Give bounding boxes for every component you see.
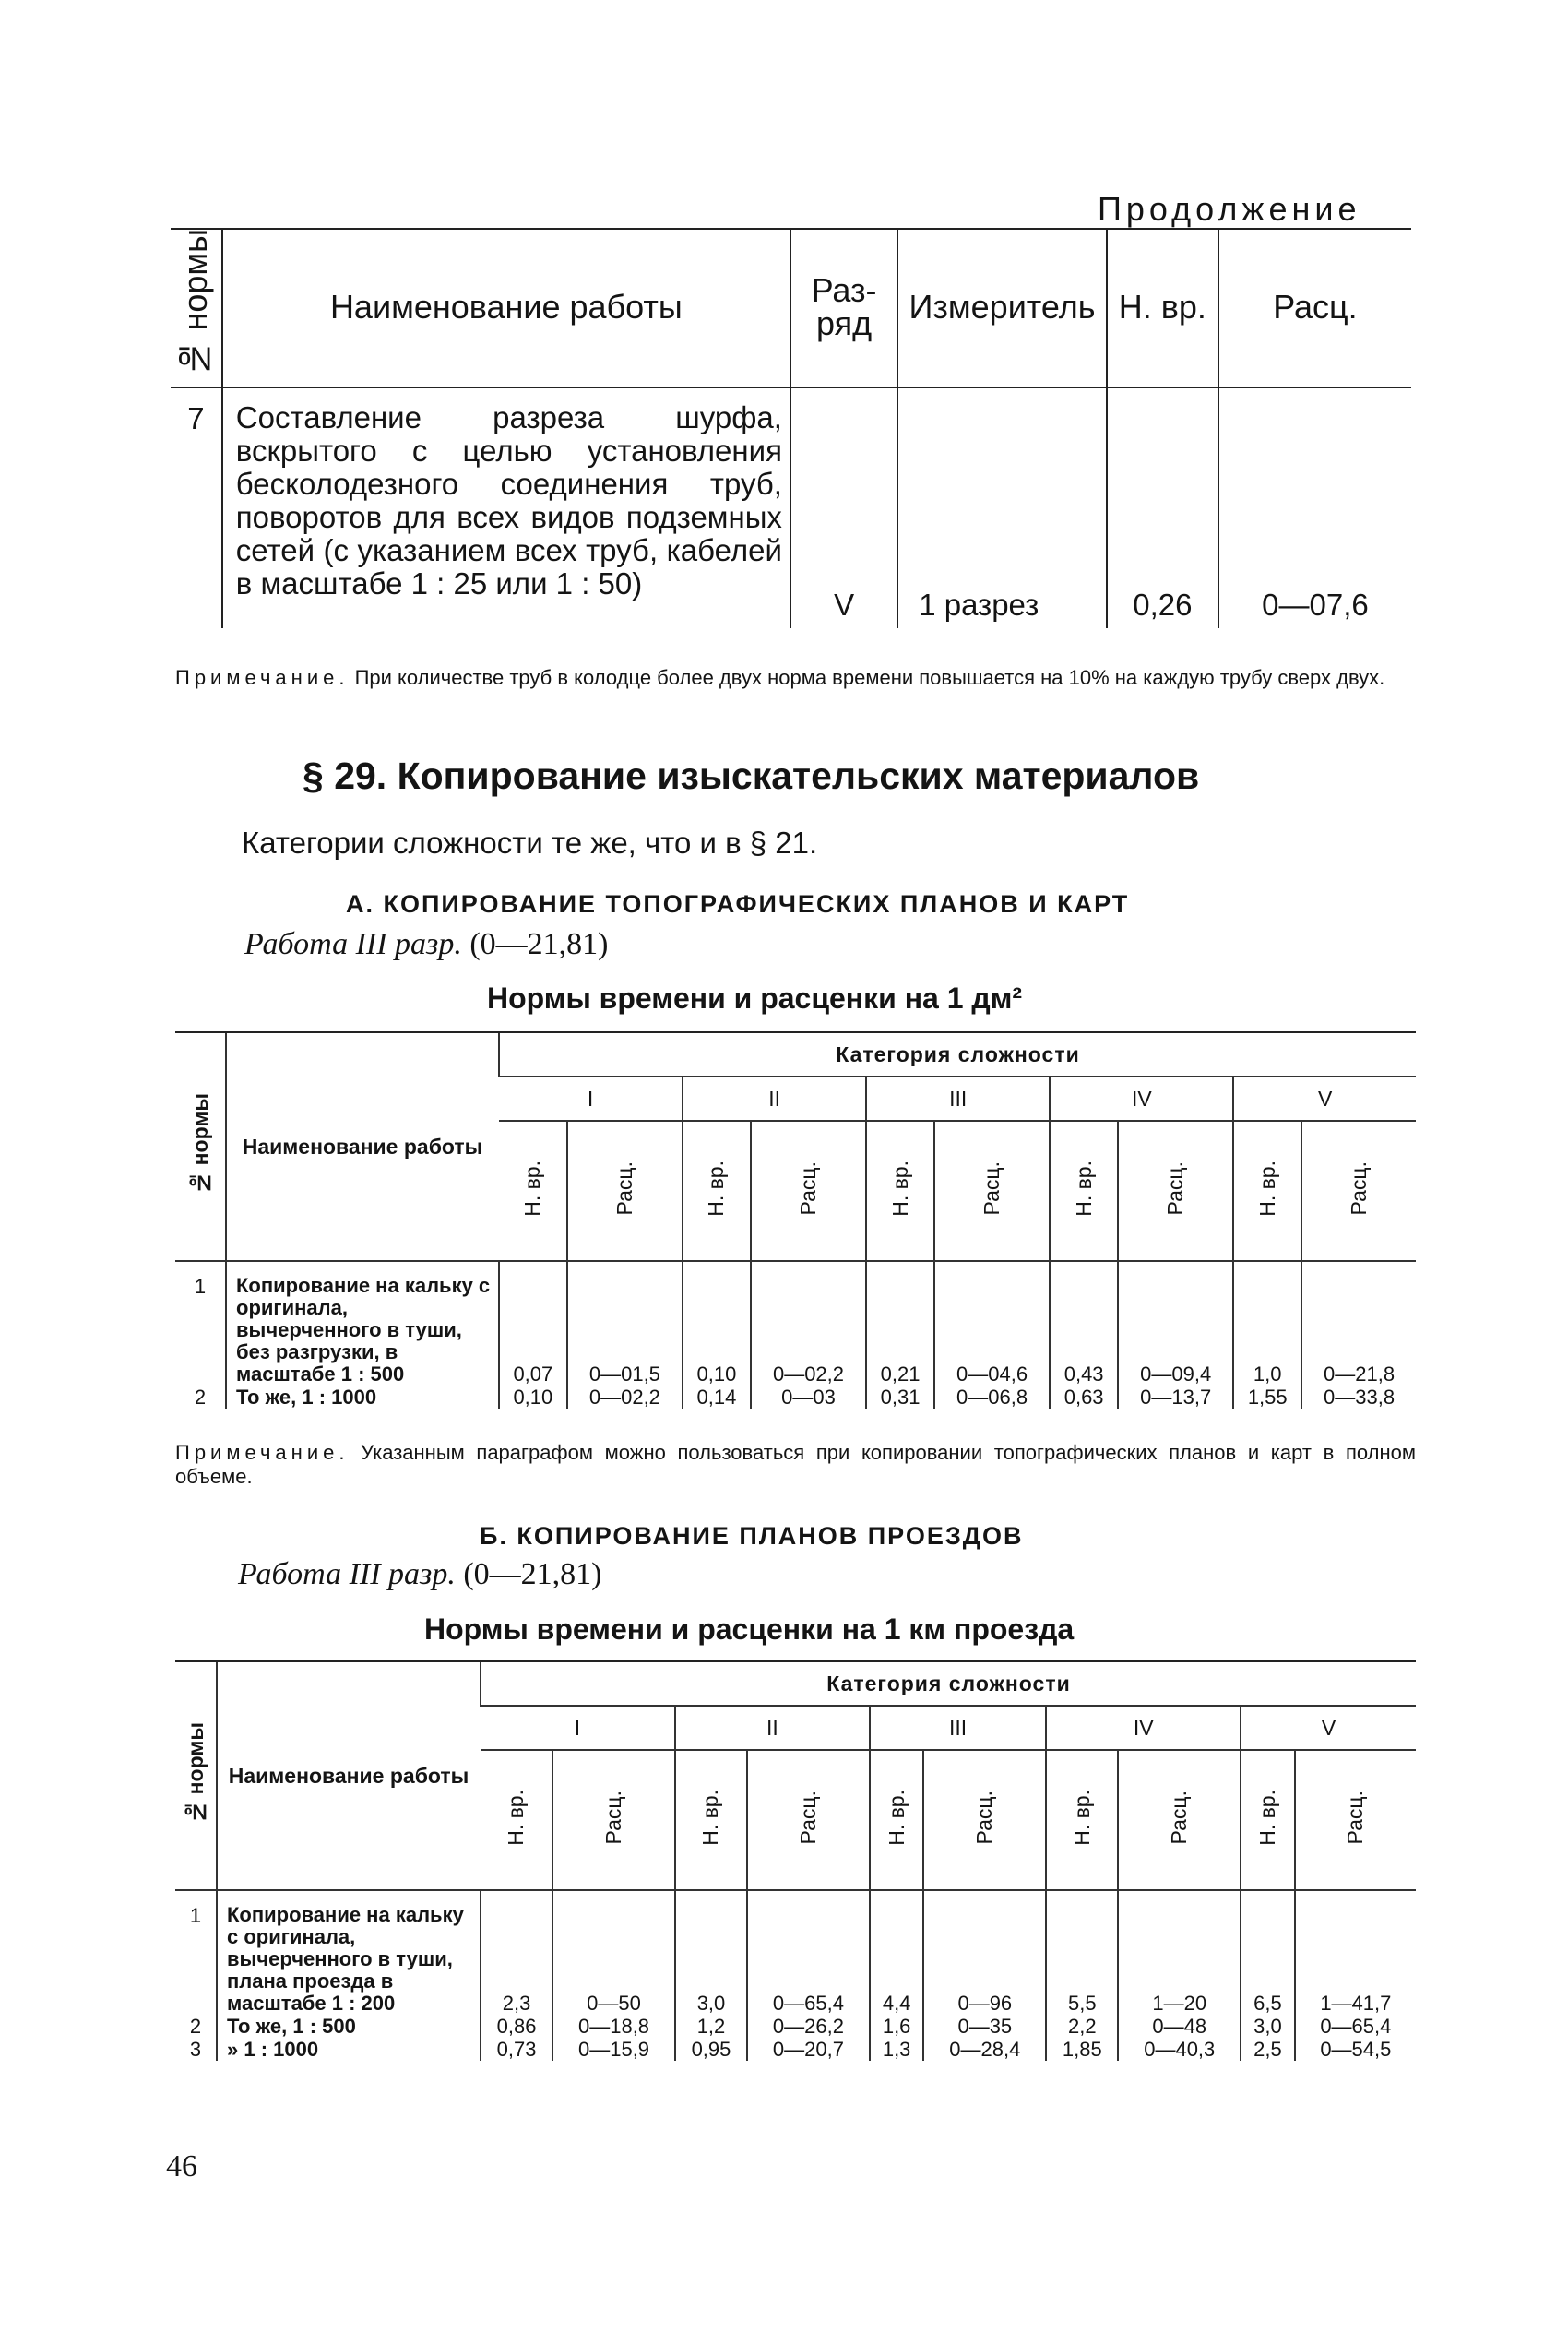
time-value: 1,3 xyxy=(870,2038,924,2061)
row-name: Копирование на кальку с оригинала, вычерченного в туши, плана проезда в масштабе 1 : 200 xyxy=(217,1890,481,2015)
part-a-work: Работа III разр. (0—21,81) xyxy=(244,927,609,961)
category-5: V xyxy=(1233,1077,1416,1121)
rate-value: 0—65,4 xyxy=(747,1890,870,2015)
part-b-table-title: Нормы времени и расценки на 1 км проезда xyxy=(424,1612,1075,1646)
category-5: V xyxy=(1241,1706,1416,1750)
rate-value: 0—33,8 xyxy=(1301,1386,1416,1409)
rate-value: 0—96 xyxy=(923,1890,1046,2015)
rate-value: 0—20,7 xyxy=(747,2038,870,2061)
rate-value: 0—13,7 xyxy=(1118,1386,1233,1409)
continuation-label: Продолжение xyxy=(1098,190,1361,228)
rate-value: 0—04,6 xyxy=(934,1261,1050,1386)
row-name: То же, 1 : 500 xyxy=(217,2015,481,2038)
time-value: 3,0 xyxy=(675,1890,747,2015)
category-4: IV xyxy=(1050,1077,1233,1121)
rate-value: 0—06,8 xyxy=(934,1386,1050,1409)
sub-header-rate: Расц. xyxy=(1301,1121,1416,1261)
time-value: 0,14 xyxy=(683,1386,751,1409)
time-value: 4,4 xyxy=(870,1890,924,2015)
category-header: Категория сложности xyxy=(499,1033,1416,1077)
time-value: 0,10 xyxy=(499,1386,567,1409)
sub-header-rate: Расц. xyxy=(747,1750,870,1890)
col-time: Н. вр. xyxy=(1107,229,1218,387)
row-number: 2 xyxy=(189,2015,202,2038)
category-2: II xyxy=(683,1077,866,1121)
col-name: Наименование работы xyxy=(222,229,790,387)
time-value: 1,6 xyxy=(870,2015,924,2038)
work-table xyxy=(171,229,1411,628)
sub-header-time: Н. вр. xyxy=(1241,1750,1295,1890)
rate-value: 0—40,3 xyxy=(1118,2038,1241,2061)
time-value: 0,21 xyxy=(866,1261,934,1386)
rate-value: 0—09,4 xyxy=(1118,1261,1233,1386)
row-number: 1 xyxy=(189,1904,202,1927)
rate-value: 1—41,7 xyxy=(1295,1890,1416,2015)
col-name: Наименование работы xyxy=(217,1662,481,1890)
part-b-heading: Б. КОПИРОВАНИЕ ПЛАНОВ ПРОЕЗДОВ xyxy=(480,1522,1024,1550)
time-value: 0,86 xyxy=(481,2015,552,2038)
sub-header-rate: Расц. xyxy=(934,1121,1050,1261)
sub-header-rate: Расц. xyxy=(1295,1750,1416,1890)
time-value: 3,0 xyxy=(1241,2015,1295,2038)
part-a-table-title: Нормы времени и расценки на 1 дм² xyxy=(487,982,1023,1015)
rate-value: 0—50 xyxy=(552,1890,675,2015)
col-name: Наименование работы xyxy=(226,1033,499,1261)
time-value: 2,5 xyxy=(1241,2038,1295,2061)
time-value: 1,85 xyxy=(1046,2038,1118,2061)
sub-header-time: Н. вр. xyxy=(675,1750,747,1890)
table-a xyxy=(175,1033,1416,1409)
section-title: § 29. Копирование изыскательских материалов xyxy=(303,755,1200,797)
sub-header-time: Н. вр. xyxy=(499,1121,567,1261)
sub-header-rate: Расц. xyxy=(1118,1121,1233,1261)
rate-value: 0—48 xyxy=(1118,2015,1241,2038)
note-1: Примечание. При количестве труб в колодце более двух норма времени повышается на 10% на каждую трубу сверх двух. xyxy=(175,666,1385,689)
rate-value: 0—15,9 xyxy=(552,2038,675,2061)
col-grade: Раз- ряд xyxy=(790,229,897,387)
rate-value: 1—20 xyxy=(1118,1890,1241,2015)
rate-value: 0—26,2 xyxy=(747,2015,870,2038)
rate-value: 0—18,8 xyxy=(552,2015,675,2038)
time-value: 0,63 xyxy=(1050,1386,1118,1409)
time-value: 1,2 xyxy=(675,2015,747,2038)
table-b xyxy=(175,1662,1416,2061)
row-name: Составление разреза шурфа, вскрытого с целью установления бесколодезного соединения труб, поворотов для всех видов подземных сетей (с указанием всех труб, кабелей в масштабе 1 : 25 или 1 : 50) xyxy=(222,387,790,628)
table-row xyxy=(175,2038,1416,2061)
time-value: 2,2 xyxy=(1046,2015,1118,2038)
part-b-work: Работа III разр. (0—21,81) xyxy=(238,1557,602,1591)
category-3: III xyxy=(866,1077,1050,1121)
col-unit: Измеритель xyxy=(897,229,1107,387)
rate-value: 0—02,2 xyxy=(567,1386,683,1409)
sub-header-time: Н. вр. xyxy=(481,1750,552,1890)
time-value: 0,95 xyxy=(675,2038,747,2061)
rate-value: 0—28,4 xyxy=(923,2038,1046,2061)
time-value: 0,10 xyxy=(683,1261,751,1386)
rate-value: 0—35 xyxy=(923,2015,1046,2038)
category-2: II xyxy=(675,1706,870,1750)
table-row xyxy=(175,2015,1416,2038)
sub-header-rate: Расц. xyxy=(567,1121,683,1261)
time-value: 1,55 xyxy=(1233,1386,1301,1409)
time-value: 2,3 xyxy=(481,1890,552,2015)
part-a-heading: А. КОПИРОВАНИЕ ТОПОГРАФИЧЕСКИХ ПЛАНОВ И КАРТ xyxy=(346,890,1130,918)
time-value: 0,31 xyxy=(866,1386,934,1409)
rate-value: 0—03 xyxy=(751,1386,866,1409)
table-b-body xyxy=(175,1890,1416,2061)
sub-header-rate: Расц. xyxy=(1118,1750,1241,1890)
time-value: 6,5 xyxy=(1241,1890,1295,2015)
sub-header-time: Н. вр. xyxy=(870,1750,924,1890)
category-4: IV xyxy=(1046,1706,1241,1750)
rate-value: 0—01,5 xyxy=(567,1261,683,1386)
row-name: То же, 1 : 1000 xyxy=(226,1386,499,1409)
rate-value: 0—02,2 xyxy=(751,1261,866,1386)
table-row xyxy=(175,1890,1416,2015)
col-norm-no: № нормы xyxy=(175,1033,226,1261)
sub-header-time: Н. вр. xyxy=(1050,1121,1118,1261)
time-value: 0,43 xyxy=(1050,1261,1118,1386)
sub-header-time: Н. вр. xyxy=(683,1121,751,1261)
page-number: 46 xyxy=(166,2149,197,2183)
row-number: 2 xyxy=(194,1386,207,1409)
category-1: I xyxy=(481,1706,675,1750)
sub-header-rate: Расц. xyxy=(923,1750,1046,1890)
sub-header-time: Н. вр. xyxy=(866,1121,934,1261)
section-subtitle: Категории сложности те же, что и в § 21. xyxy=(242,826,818,860)
note-2: Примечание. Указанным параграфом можно пользоваться при копировании топографических планов и карт в полном объеме. xyxy=(175,1441,1416,1488)
row-name: » 1 : 1000 xyxy=(217,2038,481,2061)
time-value: 0,73 xyxy=(481,2038,552,2061)
row-number: 1 xyxy=(194,1275,207,1298)
table-row xyxy=(175,1386,1416,1409)
row-number: 3 xyxy=(189,2038,202,2061)
category-1: I xyxy=(499,1077,683,1121)
rate-value: 0—54,5 xyxy=(1295,2038,1416,2061)
table-a-body xyxy=(175,1261,1416,1409)
time-value: 1,0 xyxy=(1233,1261,1301,1386)
table-row xyxy=(175,1261,1416,1386)
category-3: III xyxy=(870,1706,1046,1750)
sub-header-rate: Расц. xyxy=(552,1750,675,1890)
col-norm-no: № нормы xyxy=(175,1662,217,1890)
rate-value: 0—65,4 xyxy=(1295,2015,1416,2038)
sub-header-time: Н. вр. xyxy=(1233,1121,1301,1261)
sub-header-rate: Расц. xyxy=(751,1121,866,1261)
row-name: Копирование на кальку с оригинала, вычерченного в туши, без разгрузки, в масштабе 1 : 500 xyxy=(226,1261,499,1386)
col-rate: Расц. xyxy=(1218,229,1411,387)
col-norm-no: № нормы xyxy=(171,229,222,387)
time-value: 0,07 xyxy=(499,1261,567,1386)
sub-header-time: Н. вр. xyxy=(1046,1750,1118,1890)
rate-value: 0—21,8 xyxy=(1301,1261,1416,1386)
time-value: 5,5 xyxy=(1046,1890,1118,2015)
table-row: 7 Составление разреза шурфа, вскрытого с целью установления бесколодезного соединения труб, поворотов для всех видов подземных сетей (с указанием всех труб, кабелей в масштабе 1 : 25 или 1 : 50) V 1 разрез 0,26 0—07,6 xyxy=(171,387,1411,628)
category-header: Категория сложности xyxy=(481,1662,1416,1706)
